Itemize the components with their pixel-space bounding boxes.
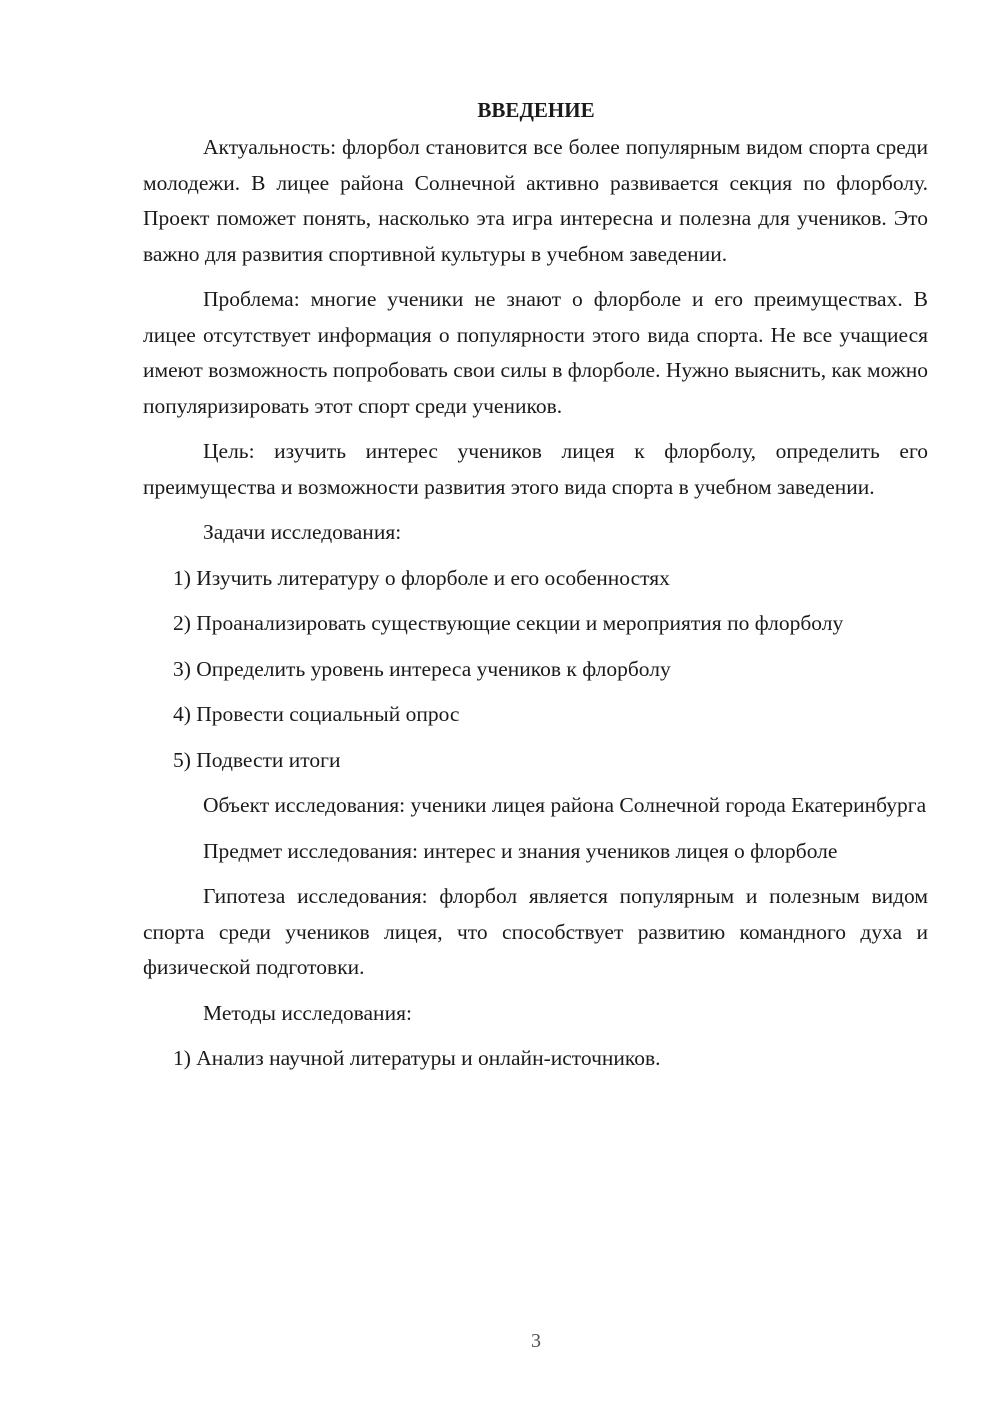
task-item: 3) Определить уровень интереса учеников к флорболу	[173, 656, 671, 681]
method-item: 1) Анализ научной литературы и онлайн-источников.	[173, 1046, 661, 1070]
problem-paragraph: Проблема: многие ученики не знают о флорболе и его преимуществах. В лицее отсутствует информация о популярности этого вида спорта. Не все учащиеся имеют возможность попробовать свои силы в флорболе. Нужно выяснить, как можно популяризировать этот спорт среди учеников.	[143, 287, 928, 418]
task-item: 2) Проанализировать существующие секции и мероприятия по флорболу	[173, 611, 844, 635]
page-content	[143, 92, 928, 1087]
goal-paragraph: Цель: изучить интерес учеников лицея к флорболу, определить его преимущества и возможности развития этого вида спорта в учебном заведении.	[143, 439, 928, 499]
relevance-paragraph: Актуальность: флорбол становится все более популярным видом спорта среди молодежи. В лицее района Солнечной активно развивается секция по флорболу. Проект поможет понять, насколько эта игра интересна и полезна для учеников. Это важно для развития спортивной культуры в учебном заведении.	[143, 135, 928, 266]
section-heading: ВВЕДЕНИЕ	[477, 98, 595, 122]
tasks-title: Задачи исследования:	[203, 520, 402, 544]
page-number: 3	[531, 1330, 541, 1352]
subject-paragraph: Предмет исследования: интерес и знания учеников лицея о флорболе	[203, 838, 838, 863]
methods-title: Методы исследования:	[203, 1000, 412, 1025]
object-paragraph: Объект исследования: ученики лицея района Солнечной города Екатеринбурга	[203, 793, 927, 817]
task-item: 1) Изучить литературу о флорболе и его особенностях	[173, 565, 670, 590]
hypothesis-paragraph: Гипотеза исследования: флорбол является популярным и полезным видом спорта среди учеников лицея, что способствует развитию командного духа и физической подготовки.	[143, 884, 928, 979]
task-item: 4) Провести социальный опрос	[173, 702, 460, 726]
task-item: 5) Подвести итоги	[173, 747, 341, 772]
